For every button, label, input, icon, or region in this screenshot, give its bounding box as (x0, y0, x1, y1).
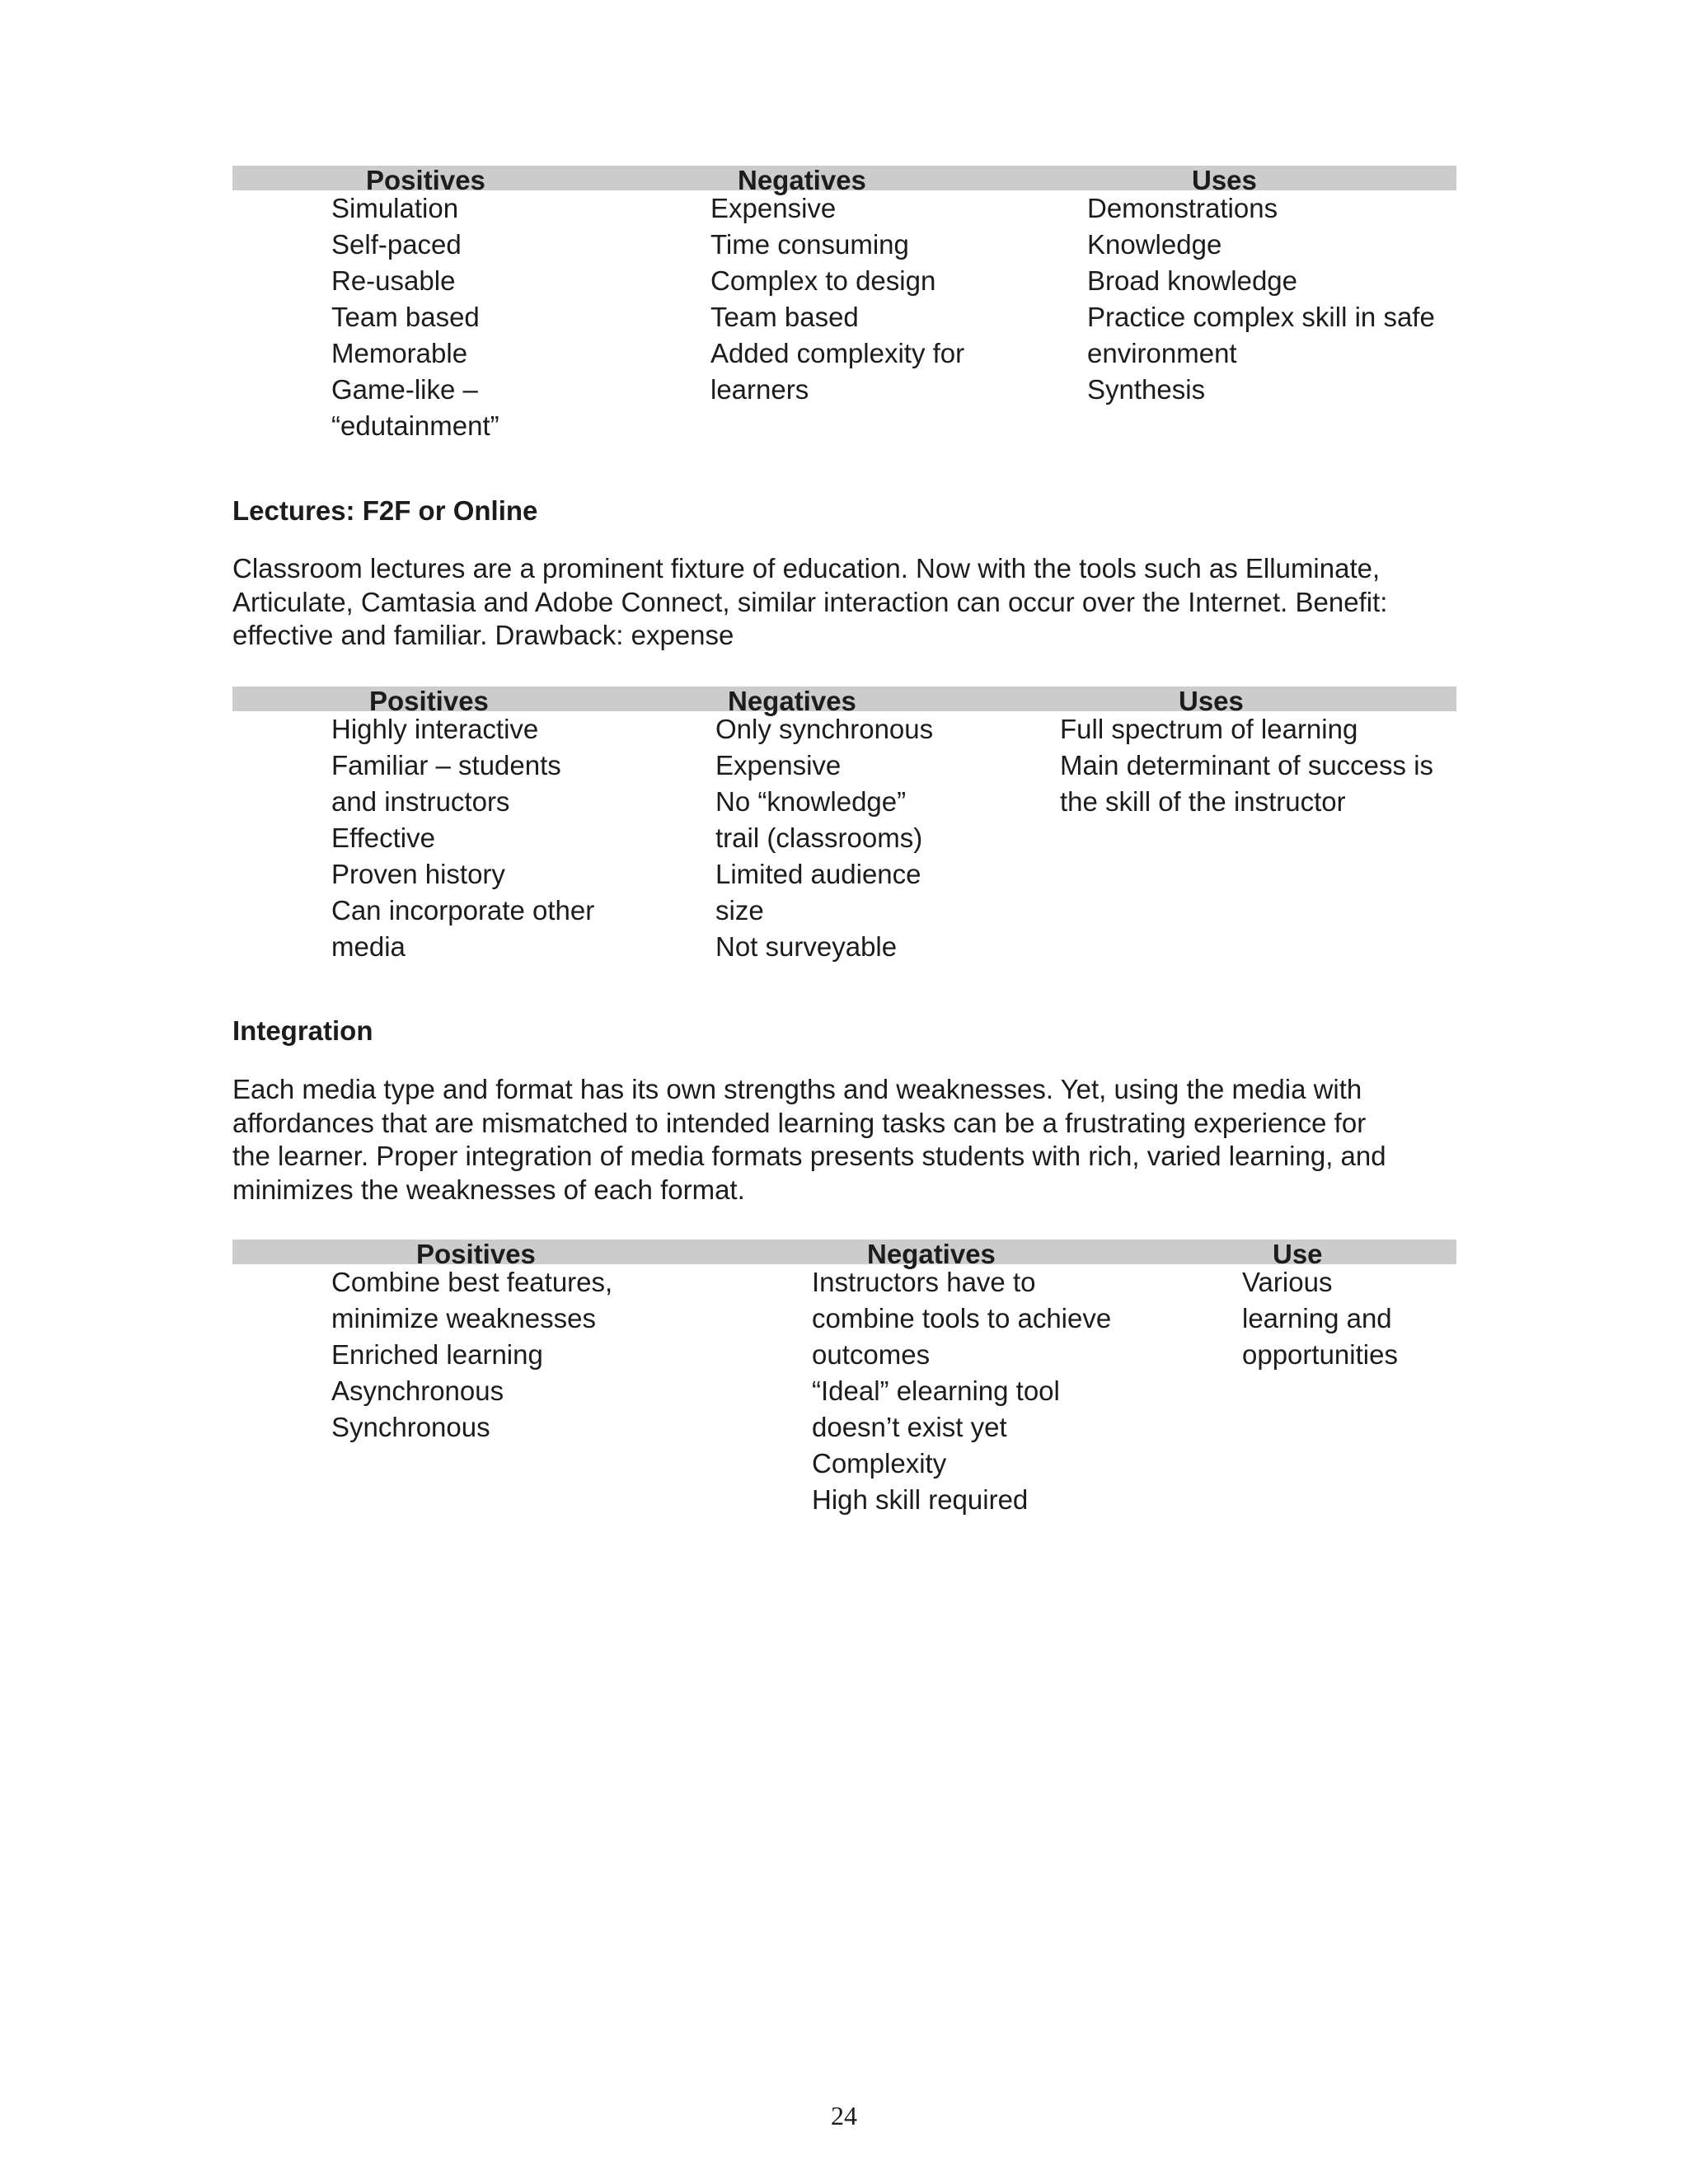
list-item: Broad knowledge (1087, 265, 1298, 296)
list-item: Demonstrations (1087, 193, 1278, 223)
list-item: Expensive (715, 750, 842, 780)
list-item: Not surveyable (715, 931, 898, 962)
column-negatives (715, 711, 933, 965)
table-header (232, 1239, 1456, 1269)
list-item: Asynchronous (331, 1376, 504, 1406)
list-item: and instructors (331, 786, 510, 817)
list-item: No “knowledge” (715, 786, 907, 817)
list-item: Team based (331, 302, 480, 332)
list-item: Game-like – (331, 374, 478, 405)
list-item: Complexity (812, 1448, 947, 1479)
list-item: Synthesis (1087, 374, 1206, 405)
list-item: outcomes (812, 1339, 931, 1370)
list-item: doesn’t exist yet (812, 1412, 1007, 1442)
header-use: Use (1273, 1239, 1323, 1269)
list-item: opportunities (1242, 1339, 1398, 1370)
column-positives (331, 711, 594, 965)
table-integration (232, 1239, 1456, 1515)
list-item: Limited audience (715, 859, 921, 889)
list-item: Added complexity for (710, 338, 965, 368)
column-uses (1060, 711, 1433, 820)
list-item: size (715, 895, 764, 926)
list-item: environment (1087, 338, 1237, 368)
column-negatives (812, 1264, 1111, 1518)
list-item: Can incorporate other (331, 895, 595, 926)
paragraph-line: effective and familiar. Drawback: expense (232, 620, 734, 650)
paragraph-integration (232, 1073, 1469, 1207)
header-negatives: Negatives (738, 165, 866, 195)
column-positives (331, 1264, 612, 1446)
paragraph-line: minimizes the weaknesses of each format. (232, 1174, 745, 1205)
list-item: Familiar – students (331, 750, 561, 780)
list-item: Self-paced (331, 229, 462, 260)
list-item: the skill of the instructor (1060, 786, 1346, 817)
table-lectures (232, 686, 1456, 962)
list-item: learners (710, 374, 809, 405)
paragraph-line: affordances that are mismatched to intended learning tasks can be a frustrating experience for (232, 1107, 1367, 1138)
list-item: Combine best features, (331, 1267, 613, 1297)
table-header (232, 165, 1456, 195)
list-item: trail (classrooms) (715, 823, 923, 853)
column-uses (1087, 190, 1435, 408)
paragraph-line: Articulate, Camtasia and Adobe Connect, similar interaction can occur over the Internet. Benefit: (232, 586, 1388, 617)
list-item: Re-usable (331, 265, 456, 296)
list-item: learning and (1242, 1303, 1392, 1333)
list-item: Knowledge (1087, 229, 1222, 260)
list-item: Only synchronous (715, 714, 934, 744)
list-item: Practice complex skill in safe (1087, 302, 1435, 332)
table-header (232, 686, 1456, 716)
column-negatives (710, 190, 964, 408)
list-item: Main determinant of success is (1060, 750, 1434, 780)
list-item: Highly interactive (331, 714, 539, 744)
header-positives: Positives (366, 165, 485, 195)
header-uses: Uses (1179, 686, 1244, 716)
list-item: media (331, 931, 406, 962)
list-item: Effective (331, 823, 435, 853)
list-item: Time consuming (710, 229, 909, 260)
list-item: Expensive (710, 193, 837, 223)
paragraph-lectures (232, 552, 1469, 653)
section-heading-integration: Integration (232, 1015, 373, 1046)
list-item: Synchronous (331, 1412, 490, 1442)
list-item: Team based (710, 302, 859, 332)
header-positives: Positives (369, 686, 489, 716)
header-uses: Uses (1192, 165, 1257, 195)
column-use (1242, 1264, 1398, 1373)
list-item: Enriched learning (331, 1339, 543, 1370)
table-simulations (232, 165, 1456, 441)
column-positives (331, 190, 499, 444)
section-heading-lectures: Lectures: F2F or Online (232, 495, 538, 526)
page-number: 24 (831, 2101, 857, 2130)
header-positives: Positives (416, 1239, 536, 1269)
header-negatives: Negatives (728, 686, 856, 716)
list-item: Various (1242, 1267, 1333, 1297)
list-item: combine tools to achieve (812, 1303, 1112, 1333)
paragraph-line: Classroom lectures are a prominent fixture of education. Now with the tools such as Elluminate, (232, 553, 1381, 583)
paragraph-line: the learner. Proper integration of media formats presents students with rich, varied learning, and (232, 1141, 1386, 1171)
list-item: minimize weaknesses (331, 1303, 596, 1333)
list-item: “edutainment” (331, 410, 499, 441)
list-item: High skill required (812, 1484, 1029, 1515)
list-item: “Ideal” elearning tool (812, 1376, 1060, 1406)
header-negatives: Negatives (867, 1239, 996, 1269)
list-item: Complex to design (710, 265, 936, 296)
list-item: Instructors have to (812, 1267, 1036, 1297)
paragraph-line: Each media type and format has its own strengths and weaknesses. Yet, using the media with (232, 1074, 1362, 1104)
list-item: Proven history (331, 859, 505, 889)
list-item: Full spectrum of learning (1060, 714, 1358, 744)
list-item: Simulation (331, 193, 459, 223)
list-item: Memorable (331, 338, 468, 368)
